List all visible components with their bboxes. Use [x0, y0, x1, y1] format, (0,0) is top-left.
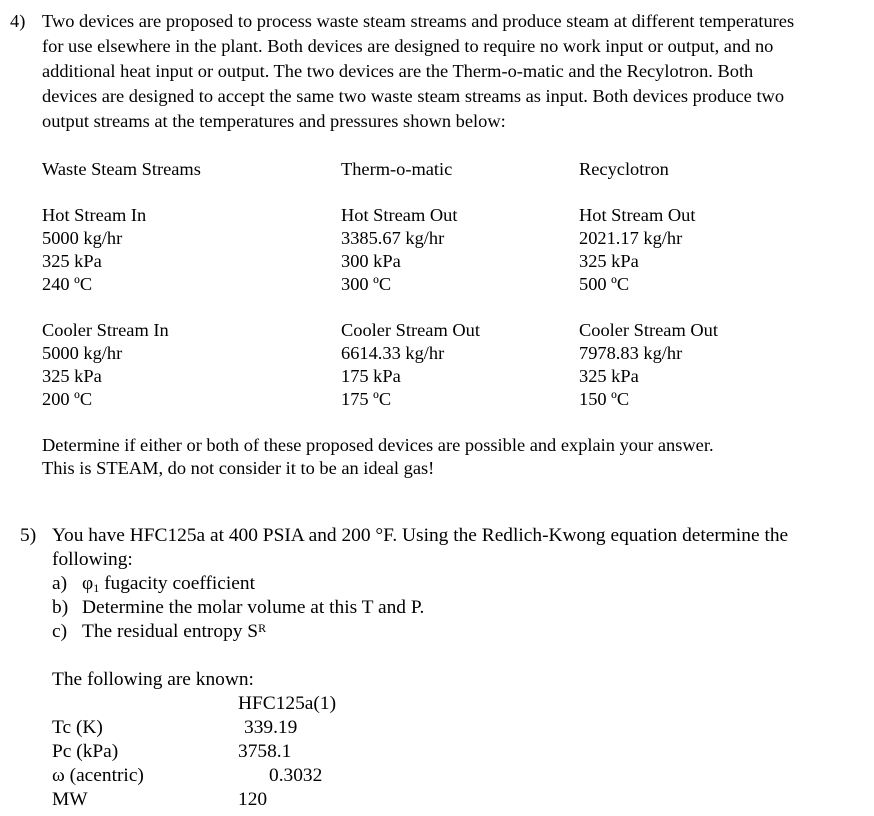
table-cell: Cooler Stream In — [42, 320, 169, 340]
known-label-cell: Tc (K) — [52, 717, 103, 738]
column-header-recyclotron: Recyclotron — [579, 159, 669, 179]
part-a-text: fugacity coefficient — [99, 573, 255, 594]
table-cell: 300 ºC — [341, 274, 392, 294]
table-cell: Hot Stream Out — [341, 205, 458, 225]
known-header: HFC125a(1) — [238, 693, 337, 714]
known-label-cell: MW — [52, 789, 88, 810]
superscript-r: R — [258, 620, 267, 635]
phi-symbol: φ — [82, 573, 94, 594]
part-b-text: Determine the molar volume at this T and P. — [82, 597, 425, 618]
table-cell: Hot Stream Out — [579, 205, 696, 225]
table-cell: Cooler Stream Out — [341, 320, 480, 340]
table-cell: 5000 kg/hr — [42, 228, 123, 248]
question-4-number: 4) — [10, 11, 26, 31]
part-c-line — [82, 621, 266, 643]
table-cell: 6614.33 kg/hr — [341, 343, 445, 363]
closing-line: This is STEAM, do not consider it to be an ideal gas! — [42, 458, 435, 478]
table-cell: 325 kPa — [579, 366, 639, 386]
table-cell: 500 ºC — [579, 274, 630, 294]
known-value-cell: 3758.1 — [238, 741, 292, 762]
table-cell: 240 ºC — [42, 274, 93, 294]
part-letter: a) — [52, 573, 68, 594]
question-5-intro-line: following: — [52, 549, 133, 570]
phi-subscript: 1 — [93, 581, 100, 595]
part-c-text: The residual entropy S — [82, 621, 259, 642]
part-letter: c) — [52, 621, 68, 642]
table-cell: 300 kPa — [341, 251, 401, 271]
part-text — [82, 573, 255, 595]
question-5-number: 5) — [20, 525, 37, 546]
table-cell: 325 kPa — [579, 251, 639, 271]
paragraph-line: for use elsewhere in the plant. Both devices are designed to require no work input or output, and no — [42, 36, 774, 56]
paragraph-line: output streams at the temperatures and pressures shown below: — [42, 111, 506, 131]
table-cell: 200 ºC — [42, 389, 93, 409]
known-value-cell: 0.3032 — [269, 765, 323, 786]
closing-line: Determine if either or both of these proposed devices are possible and explain your answer. — [42, 435, 714, 455]
column-header-waste: Waste Steam Streams — [42, 159, 201, 179]
table-cell: 325 kPa — [42, 366, 102, 386]
table-cell: 175 ºC — [341, 389, 392, 409]
paragraph-line: Two devices are proposed to process waste steam streams and produce steam at different temperatures — [42, 11, 795, 31]
known-label-cell: ω (acentric) — [52, 765, 144, 786]
paragraph-line: additional heat input or output. The two devices are the Therm-o-matic and the Recylotron. Both — [42, 61, 754, 81]
paragraph-line: devices are designed to accept the same two waste steam streams as input. Both devices produce two — [42, 86, 785, 106]
table-cell: 325 kPa — [42, 251, 102, 271]
table-cell: Hot Stream In — [42, 205, 147, 225]
table-cell: 2021.17 kg/hr — [579, 228, 683, 248]
known-value-cell: 120 — [238, 789, 268, 810]
known-label: The following are known: — [52, 669, 254, 690]
part-letter: b) — [52, 597, 69, 618]
table-cell: 7978.83 kg/hr — [579, 343, 683, 363]
column-header-thermomatic: Therm-o-matic — [341, 159, 453, 179]
table-cell: 175 kPa — [341, 366, 401, 386]
table-cell: Cooler Stream Out — [579, 320, 718, 340]
known-value-cell: 339.19 — [244, 717, 298, 738]
table-cell: 3385.67 kg/hr — [341, 228, 445, 248]
question-5-intro-line: You have HFC125a at 400 PSIA and 200 °F. Using the Redlich-Kwong equation determine the — [52, 525, 789, 546]
known-label-cell: Pc (kPa) — [52, 741, 119, 762]
table-cell: 5000 kg/hr — [42, 343, 123, 363]
table-cell: 150 ºC — [579, 389, 630, 409]
